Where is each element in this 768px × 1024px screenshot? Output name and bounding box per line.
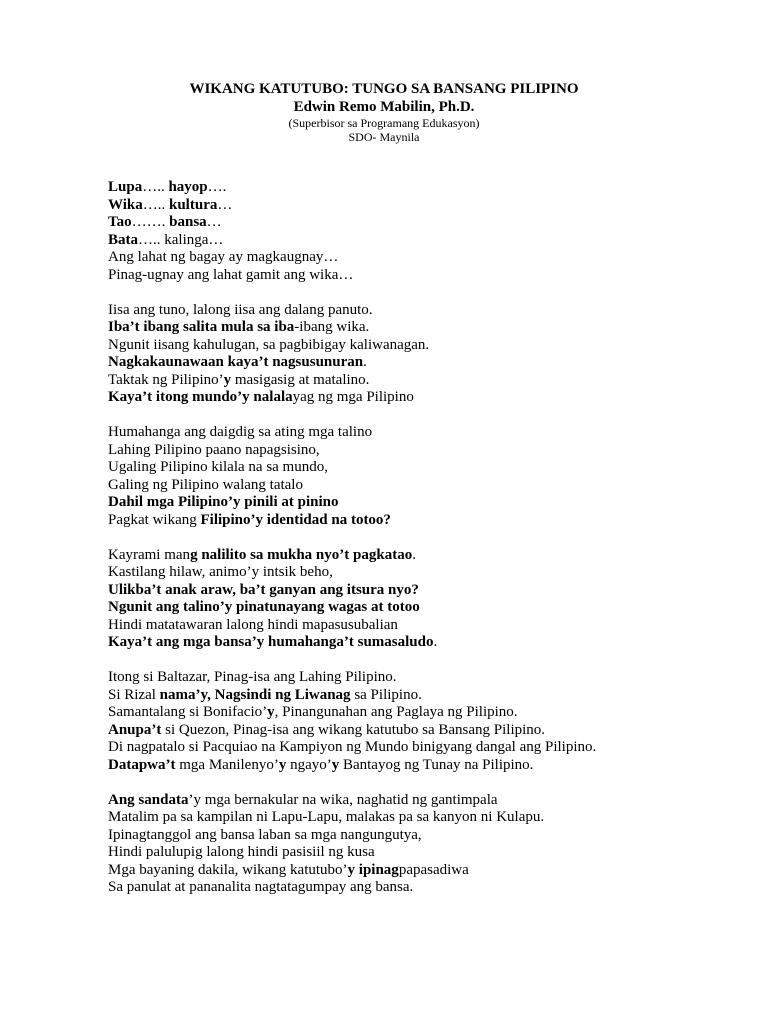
poem-line xyxy=(108,354,728,372)
text-segment: Pagkat wikang xyxy=(108,511,201,528)
poem-line xyxy=(108,179,728,197)
text-segment: Bantayog ng Tunay na Pilipino. xyxy=(339,756,534,773)
bold-text: y xyxy=(278,756,287,773)
poem-stanza xyxy=(108,669,728,774)
text-segment: ……. xyxy=(131,214,170,230)
poem-line xyxy=(108,704,728,722)
text-segment: Matalim pa sa kampilan ni Lapu-Lapu, malakas pa sa kanyon ni Kulapu. xyxy=(108,809,545,825)
bold-text: Kaya’t itong mundo’y nalala xyxy=(108,389,293,405)
poem-line xyxy=(108,319,728,337)
poem-line xyxy=(108,512,728,530)
poem-line xyxy=(108,722,728,740)
text-segment: ’y mga bernakular na wika, naghatid ng gantimpala xyxy=(188,791,498,808)
poem-line xyxy=(108,197,728,215)
text-segment: Taktak ng Pilipino’ xyxy=(108,371,224,388)
bold-text: Lupa xyxy=(108,179,143,195)
text-segment: Ang lahat ng bagay ay magkaugnay… xyxy=(108,249,339,265)
text-segment: . xyxy=(412,546,416,563)
bold-text: Nagkakaunawaan kaya’t nagsusunuran xyxy=(108,354,364,370)
text-segment: mga Manilenyo’ xyxy=(175,756,279,773)
poem-line xyxy=(108,494,728,512)
text-segment: Itong si Baltazar, Pinag-isa ang Lahing Pilipino. xyxy=(108,669,397,685)
poem-line xyxy=(108,862,728,880)
text-segment: -ibang wika. xyxy=(294,319,370,335)
bold-text: g nalilito sa mukha nyo’t pagkatao xyxy=(190,546,413,563)
bold-text: Filipino’y identidad na totoo? xyxy=(200,511,391,528)
author-office: SDO- Maynila xyxy=(348,130,420,144)
poem-line xyxy=(108,372,728,390)
text-segment: Mga bayaning dakila, wikang katutubo’ xyxy=(108,861,348,878)
bold-text: kultura xyxy=(169,196,218,213)
bold-text: Ulikba’t anak araw, ba’t ganyan ang itsura nyo? xyxy=(108,581,419,598)
text-segment: … xyxy=(217,196,233,213)
text-segment: Sa panulat at pananalita nagtatagumpay ang bansa. xyxy=(108,879,414,895)
text-segment: Si Rizal xyxy=(108,686,160,703)
text-segment: . xyxy=(433,634,438,650)
poem-line xyxy=(108,582,728,600)
text-segment: Hindi matatawaran lalong hindi mapasusubalian xyxy=(108,616,398,633)
poem-body xyxy=(108,179,728,914)
text-segment: ngayo’ xyxy=(286,756,332,773)
text-segment: si Quezon, Pinag-isa ang wikang katutubo sa Bansang Pilipino. xyxy=(161,721,546,738)
text-segment: Iisa ang tuno, lalong iisa ang dalang panuto. xyxy=(108,301,373,318)
bold-text: Iba’t ibang salita mula sa iba xyxy=(108,319,295,335)
poem-line xyxy=(108,599,728,617)
bold-text: Anupa’t xyxy=(108,721,162,738)
bold-text: Ngunit ang talino’y pinatunayang wagas at totoo xyxy=(108,599,420,615)
poem-line xyxy=(108,424,728,442)
poem-line xyxy=(108,214,728,232)
poem-line xyxy=(108,442,728,460)
text-segment: Di nagpatalo si Pacquiao na Kampiyon ng Mundo binigyang dangal ang Pilipino. xyxy=(108,739,597,755)
poem-line xyxy=(108,739,728,757)
poem-stanza xyxy=(108,547,728,652)
poem-stanza xyxy=(108,792,728,897)
text-segment: sa Pilipino. xyxy=(350,686,422,703)
text-segment: Kayrami man xyxy=(108,546,191,563)
text-segment: masigasig at matalino. xyxy=(231,371,370,388)
poem-line xyxy=(108,669,728,687)
text-segment: papasadiwa xyxy=(398,861,469,878)
text-segment: Samantalang si Bonifacio’ xyxy=(108,704,268,720)
text-segment: …. xyxy=(207,179,227,195)
text-segment: yag ng mga Pilipino xyxy=(292,389,414,405)
poem-line xyxy=(108,337,728,355)
bold-text: Kaya’t ang mga bansa’y humahanga’t sumasaludo xyxy=(108,634,434,650)
poem-line xyxy=(108,389,728,407)
document-header xyxy=(0,80,768,144)
bold-text: y ipinag xyxy=(347,861,399,878)
poem-line xyxy=(108,564,728,582)
poem-line xyxy=(108,827,728,845)
poem-line xyxy=(108,249,728,267)
text-segment: . xyxy=(363,354,367,370)
text-segment: Pinag-ugnay ang lahat gamit ang wika… xyxy=(108,266,354,283)
text-segment: Lahing Pilipino paano napagsisino, xyxy=(108,441,320,458)
poem-line xyxy=(108,844,728,862)
text-segment: Galing ng Pilipino walang tatalo xyxy=(108,476,303,493)
bold-text: Datapwa’t xyxy=(108,756,176,773)
text-segment: Ugaling Pilipino kilala na sa mundo, xyxy=(108,459,328,475)
text-segment: ….. xyxy=(142,196,169,213)
bold-text: hayop xyxy=(168,179,208,195)
bold-text: Dahil mga Pilipino’y pinili at pinino xyxy=(108,494,339,510)
poem-line xyxy=(108,232,728,250)
bold-text: Wika xyxy=(108,196,143,213)
text-segment: Ngunit iisang kahulugan, sa pagbibigay kaliwanagan. xyxy=(108,336,430,353)
text-segment: , Pinangunahan ang Paglaya ng Pilipino. xyxy=(274,704,518,720)
poem-line xyxy=(108,302,728,320)
poem-stanza xyxy=(108,179,728,284)
poem-line xyxy=(108,809,728,827)
poem-line xyxy=(108,477,728,495)
poem-stanza xyxy=(108,302,728,407)
poem-line xyxy=(108,547,728,565)
bold-text: Tao xyxy=(108,214,132,230)
bold-text: bansa xyxy=(169,214,207,230)
bold-text: y xyxy=(223,371,232,388)
text-segment: Humahanga ang daigdig sa ating mga talino xyxy=(108,424,373,440)
bold-text: y xyxy=(331,756,340,773)
document-title: WIKANG KATUTUBO: TUNGO SA BANSANG PILIPINO xyxy=(189,81,579,97)
text-segment: … xyxy=(206,214,222,230)
poem-line xyxy=(108,879,728,897)
text-segment: ….. xyxy=(142,179,169,195)
bold-text: Bata xyxy=(108,231,138,248)
poem-line xyxy=(108,267,728,285)
bold-text: y xyxy=(267,704,275,720)
author-position: (Superbisor sa Programang Edukasyon) xyxy=(288,116,480,130)
poem-line xyxy=(108,757,728,775)
text-segment: Ipinagtanggol ang bansa laban sa mga nangungutya, xyxy=(108,826,422,843)
poem-line xyxy=(108,687,728,705)
poem-line xyxy=(108,792,728,810)
poem-line xyxy=(108,459,728,477)
bold-text: nama’y, Nagsindi ng Liwanag xyxy=(159,686,351,703)
author-name: Edwin Remo Mabilin, Ph.D. xyxy=(293,99,475,115)
text-segment: Kastilang hilaw, animo’y intsik beho, xyxy=(108,564,333,580)
poem-line xyxy=(108,634,728,652)
bold-text: Ang sandata xyxy=(108,791,189,808)
text-segment: Hindi palulupig lalong hindi pasisiil ng kusa xyxy=(108,844,375,860)
poem-line xyxy=(108,617,728,635)
text-segment: ….. kalinga… xyxy=(138,231,224,248)
poem-stanza xyxy=(108,424,728,529)
